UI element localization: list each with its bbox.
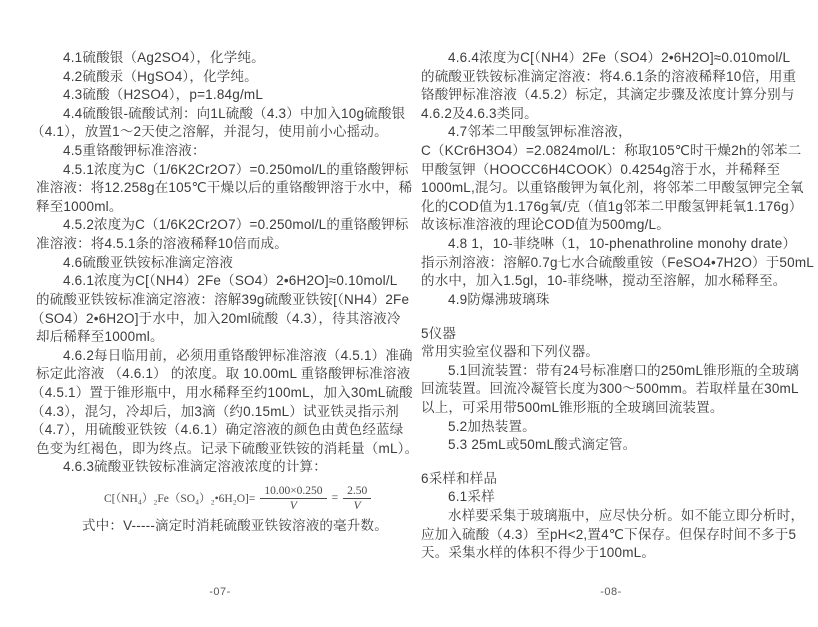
text-line: 4.5重铬酸钾标准溶液：: [63, 143, 206, 159]
formula-note: 式中：V-----滴定时消耗硫酸亚铁铵溶液的毫升数。: [82, 518, 388, 534]
text-line: C（KCr6H3O4）=2.0824mol/L：称取105℃时干燥2h的邻苯二: [421, 143, 802, 159]
text-line: 4.4硫酸银-硫酸试剂：向1L硫酸（4.3）中加入10g硫酸银: [63, 105, 406, 121]
page-08: [421, 49, 815, 563]
text-line: 4.6.4浓度为C[（NH4）2Fe（SO4）2•6H2O]≈0.010mol/L: [448, 50, 791, 65]
text-line: 铬酸钾标准溶液（4.5.2）标定，其滴定步骤及浓度计算分别与: [421, 87, 795, 103]
text-line: 化的COD值为1.176g氧/克（值1g邻苯二甲酸氢钾耗氧1.176g）: [421, 198, 803, 214]
formula-denominator-2: V: [353, 499, 361, 512]
text-line: 1000mL,混匀。以重铬酸钾为氧化剂，将邻苯二甲酸氢钾完全氧: [421, 180, 804, 196]
formula-denominator-1: V: [289, 499, 297, 512]
text-line: 释至1000ml。: [36, 198, 123, 214]
text-line: 的水中，加入1.5gl，10-菲绕啉，搅动至溶解，加水稀释至。: [421, 273, 787, 289]
text-line: （4.7），用硫酸亚铁铵（4.6.1）确定溶液的颜色由黄色经蓝绿: [31, 422, 404, 438]
concentration-formula: [102, 482, 408, 514]
text-line: （SO4）2•6H2O]于水中，加入20ml硫酸（4.3），待其溶液冷: [31, 310, 401, 326]
formula-lhs: C[（NH₄）₂Fe（SO₄）₂•6H₂O]=: [104, 493, 256, 506]
text-line: 应加入硫酸（4.3）至pH<2,置4℃下保存。但保存时间不多于5: [421, 526, 797, 542]
text-line: 水样要采集于玻璃瓶中，应尽快分析。如不能立即分析时，: [448, 508, 805, 524]
text-line: 4.1硫酸银（Ag2SO4），化学纯。: [63, 50, 265, 65]
page-number-left: -07-: [209, 586, 231, 598]
text-line: 指示剂溶液：溶解0.7g七水合硫酸重铵（FeSO4•7H2O）于50mL: [421, 254, 815, 270]
text-line: 4.6.1浓度为C[（NH4）2Fe（SO4）2•6H2O]≈0.10mol/L: [63, 273, 398, 289]
text-line: 6.1采样: [448, 489, 495, 505]
text-line: 5.2加热装置。: [448, 418, 536, 434]
text-line: 4.6硫酸亚铁铵标准滴定溶液: [63, 254, 234, 270]
text-line: 4.7邻苯二甲酸氢钾标准溶液，: [448, 124, 632, 140]
text-line: 准溶液：将12.258g在105℃干燥以后的重铬酸钾溶于水中，稀: [36, 180, 413, 196]
formula-equals: =: [331, 492, 339, 505]
page-number-right: -08-: [600, 586, 622, 598]
text-line: 4.6.3硫酸亚铁铵标准滴定溶液浓度的计算：: [63, 459, 327, 475]
text-line: 标定此溶液 （4.6.1） 的浓度。取 10.00mL 重铬酸钾标准溶液: [36, 366, 411, 382]
text-line: 却后稀释至1000ml。: [36, 329, 164, 345]
formula-fraction-2: [343, 485, 371, 512]
text-line: 4.9防爆沸玻璃珠: [448, 291, 550, 307]
text-line: 故该标准溶液的理论COD值为500mg/L。: [421, 217, 670, 233]
text-line: （4.3），混匀，冷却后，加3滴（约0.15mL）试亚铁灵指示剂: [31, 403, 399, 419]
text-line: 4.6.2每日临用前，必须用重铬酸钾标准溶液（4.5.1）准确: [63, 347, 413, 363]
formula-fraction-1: [260, 485, 326, 512]
text-line: 甲酸氢钾（HOOCC6H4COOK）0.4254g溶于水，并稀释至: [421, 161, 781, 177]
formula-numerator-1: 10.00×0.250: [260, 485, 326, 499]
text-line: 天。采集水样的体积不得少于100mL。: [421, 545, 656, 561]
text-line: （4.1），放置1～2天使之溶解，并混匀，使用前小心摇动。: [31, 124, 388, 140]
text-line: 5.1回流装置：带有24号标准磨口的250mL锥形瓶的全玻璃: [448, 362, 800, 378]
page-07: [31, 49, 419, 536]
text-line: 的硫酸亚铁铵标准滴定溶液：将4.6.1条的溶液稀释10倍，用重: [421, 68, 797, 84]
text-line: 的硫酸亚铁铵标准滴定溶液：溶解39g硫酸亚铁铵[（NH4）2Fe: [36, 291, 410, 307]
text-line: 回流装置。回流冷凝管长度为300～500mm。若取样量在30mL: [421, 381, 799, 397]
text-line: 4.5.1浓度为C（1/6K2Cr2O7）=0.250mol/L的重铬酸钾标: [63, 161, 409, 177]
text-line: 5.3 25mL或50mL酸式滴定管。: [448, 437, 637, 453]
text-line: 4.3硫酸（H2SO4），p=1.84g/mL: [63, 87, 264, 103]
text-line: 4.2硫酸汞（HgSO4），化学纯。: [63, 68, 258, 84]
text-line: 准溶液：将4.5.1条的溶液稀释10倍而成。: [36, 236, 288, 252]
text-line: 常用实验室仪器和下列仪器。: [421, 344, 600, 360]
text-line: 色变为红褐色，即为终点。记录下硫酸亚铁铵的消耗量（mL）。: [36, 440, 419, 456]
section-heading-line: 5仪器: [421, 325, 457, 341]
text-line: 4.6.2及4.6.3类同。: [421, 105, 538, 121]
text-line: 4.8 1，10-菲绕啉（1，10-phenathroline monohy drate）: [448, 236, 797, 252]
text-line: 4.5.2浓度为C（1/6K2Cr2O7）=0.250mol/L的重铬酸钾标: [63, 217, 409, 233]
formula-numerator-2: 2.50: [343, 485, 371, 499]
text-line: 以上，可采用带500mL锥形瓶的全玻璃回流装置。: [421, 399, 724, 415]
text-line: （4.5.1）置于锥形瓶中，用水稀释至约100mL，加入30mL硫酸: [31, 384, 413, 400]
section-heading-line: 6采样和样品: [421, 470, 498, 486]
